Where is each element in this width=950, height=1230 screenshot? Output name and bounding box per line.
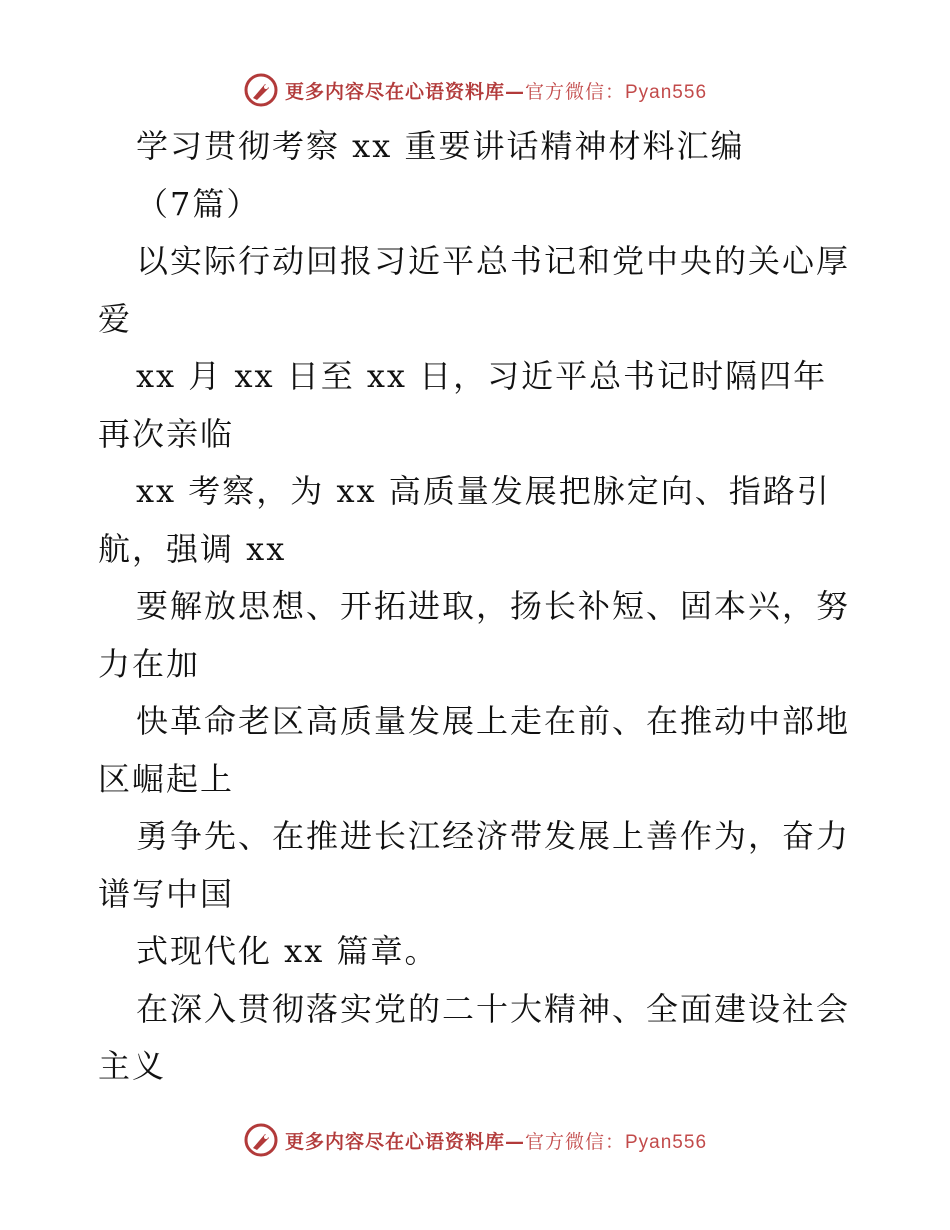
banner-contact: 官方微信：Pyan556 xyxy=(525,81,708,103)
banner-text xyxy=(285,1127,707,1154)
text-line: 要解放思想、开拓进取，扬长补短、固本兴，努 xyxy=(136,587,851,625)
footer-banner xyxy=(0,1120,950,1160)
pen-nib-circle-icon xyxy=(243,1122,279,1158)
text-line: 区崛起上 xyxy=(98,759,235,798)
text-line: 在深入贯彻落实党的二十大精神、全面建设社会 xyxy=(136,989,851,1028)
text-line: 再次亲临 xyxy=(98,414,235,453)
document-title: 学习贯彻考察 xx 重要讲话精神材料汇编 xyxy=(136,127,745,165)
banner-slogan: 更多内容尽在心语资料库 xyxy=(284,1130,505,1153)
banner-text xyxy=(285,77,707,104)
text-line: 以实际行动回报习近平总书记和党中央的关心厚 xyxy=(136,242,851,280)
text-line: 勇争先、在推进长江经济带发展上善作为，奋力 xyxy=(136,817,851,855)
text-line: 主义 xyxy=(98,1047,167,1085)
pen-nib-circle-icon xyxy=(243,72,279,108)
text-line: （7篇） xyxy=(136,184,261,223)
text-line: 快革命老区高质量发展上走在前、在推动中部地 xyxy=(136,702,851,740)
banner-contact: 官方微信：Pyan556 xyxy=(525,1131,708,1153)
banner-separator: — xyxy=(505,1130,525,1153)
document-body xyxy=(98,118,858,1096)
banner-slogan: 更多内容尽在心语资料库 xyxy=(284,80,505,103)
header-banner xyxy=(0,70,950,110)
banner-separator: — xyxy=(505,80,525,103)
text-line: 式现代化 xx 篇章。 xyxy=(136,932,439,970)
text-line: 力在加 xyxy=(98,644,201,683)
text-line: 爱 xyxy=(98,299,133,338)
text-line: 谱写中国 xyxy=(98,874,235,913)
text-line: 航，强调 xx xyxy=(98,529,287,568)
text-line: xx 月 xx 日至 xx 日，习近平总书记时隔四年 xyxy=(136,357,828,395)
text-line: xx 考察，为 xx 高质量发展把脉定向、指路引 xyxy=(136,472,831,510)
